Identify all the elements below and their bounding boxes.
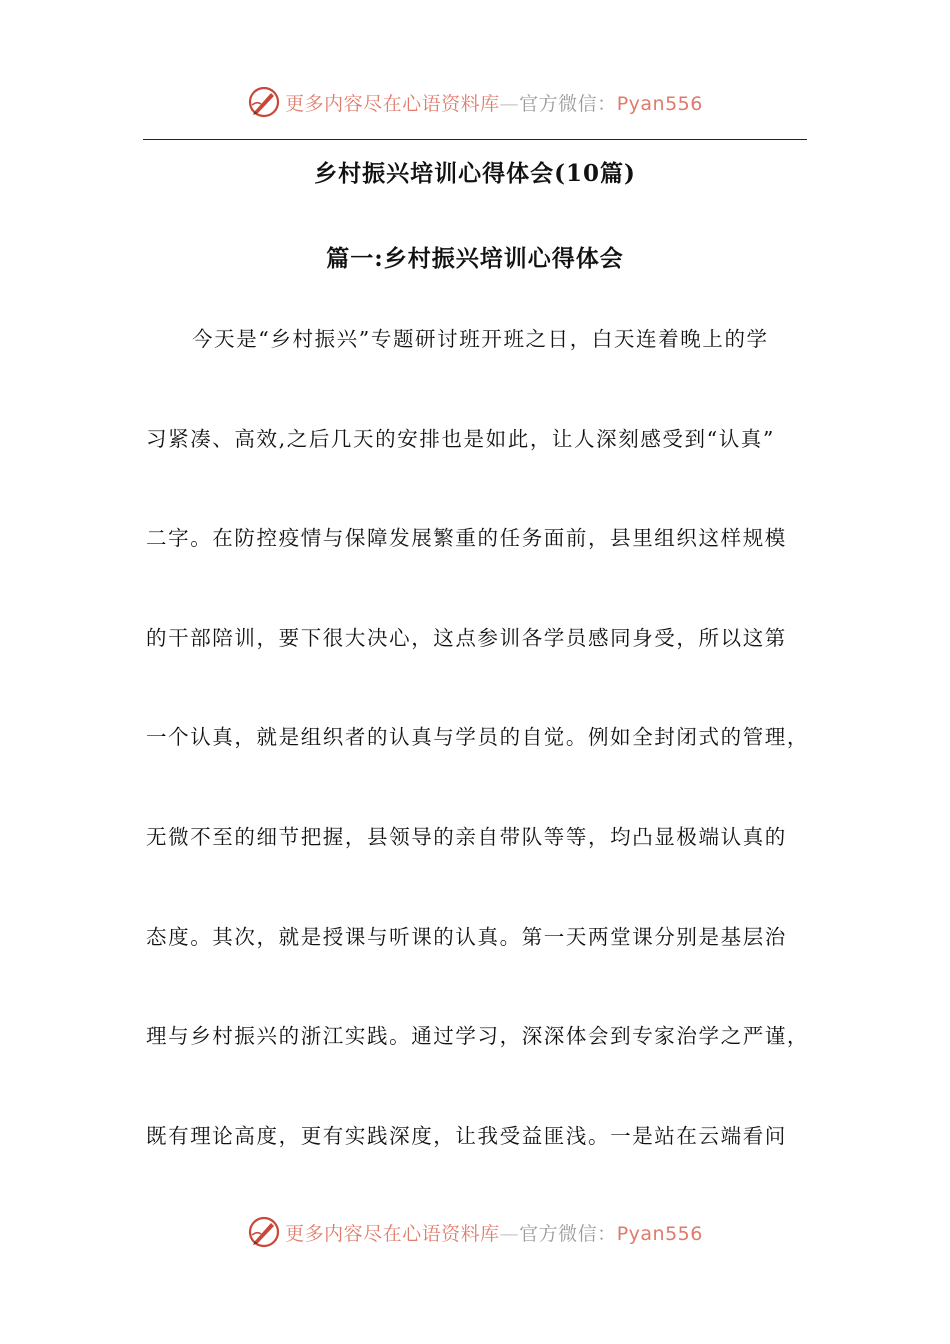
footer-wechat-label: 官方微信： [519,1222,617,1245]
footer-banner [0,1212,950,1252]
pen-logo-icon [247,1215,281,1249]
section-title: 篇一:乡村振兴培训心得体会 [326,245,624,272]
body-line: 今天是“乡村振兴”专题研讨班开班之日，白天连着晚上的学 [192,327,769,351]
body-line: 一个认真，就是组织者的认真与学员的自觉。例如全封闭式的管理， [146,725,809,749]
body-line: 既有理论高度，更有实践深度，让我受益匪浅。一是站在云端看问 [146,1124,787,1148]
body-line: 态度。其次，就是授课与听课的认真。第一天两堂课分别是基层治 [146,925,787,949]
footer-banner-text [285,1219,703,1246]
header-separator: — [499,92,520,115]
footer-site-text: 更多内容尽在心语资料库 [285,1222,500,1245]
header-wechat-label: 官方微信： [519,92,617,115]
header-banner-text [285,89,703,116]
document-title: 乡村振兴培训心得体会(10篇) [314,160,636,187]
body-line: 的干部陪训，要下很大决心，这点参训各学员感同身受，所以这第 [146,626,787,650]
body-line: 二字。在防控疫情与保障发展繁重的任务面前，县里组织这样规模 [146,526,787,550]
header-wechat-id: Pyan556 [616,92,703,115]
body-line: 无微不至的细节把握，县领导的亲自带队等等，均凸显极端认真的 [146,825,787,849]
footer-wechat-id: Pyan556 [616,1222,703,1245]
pen-logo-icon [247,85,281,119]
footer-separator: — [499,1222,520,1245]
body-line: 理与乡村振兴的浙江实践。通过学习，深深体会到专家治学之严谨， [146,1024,809,1048]
header-banner [0,82,950,122]
body-line: 习紧凑、高效,之后几天的安排也是如此，让人深刻感受到“认真” [146,427,775,451]
header-site-text: 更多内容尽在心语资料库 [285,92,500,115]
header-divider [143,139,807,140]
